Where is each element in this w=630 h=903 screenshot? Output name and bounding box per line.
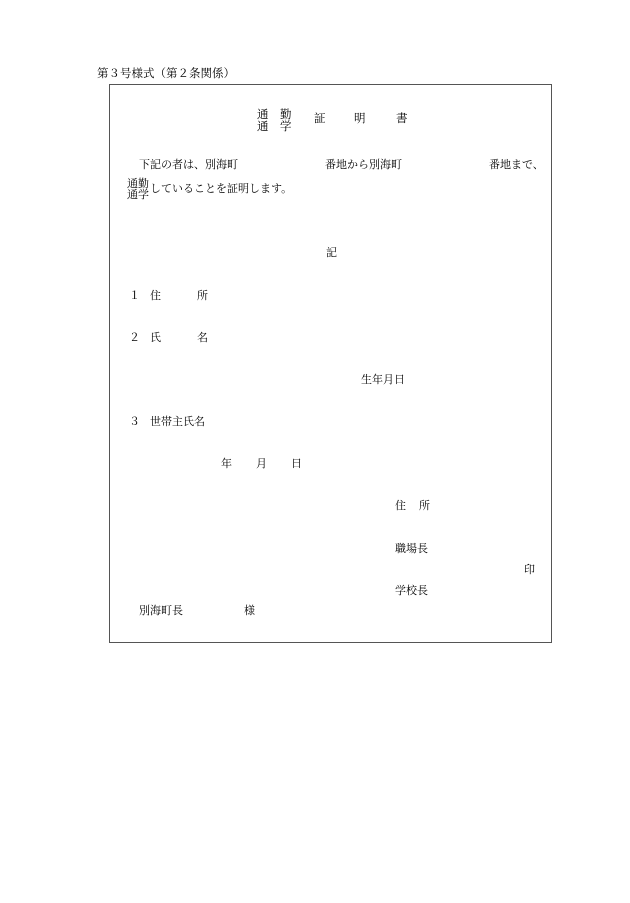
title-option-commute-work: 通 勤 xyxy=(257,107,292,121)
item2-label-a: 氏 xyxy=(150,331,161,344)
body-line2-suffix: していることを証明します。 xyxy=(150,182,293,195)
title-commute-options xyxy=(257,109,292,132)
item2-label-b: 名 xyxy=(197,331,208,344)
workplace-head-label: 職場長 xyxy=(395,542,428,555)
item1-label-a: 住 xyxy=(150,289,161,302)
title-char-2: 明 xyxy=(354,111,366,125)
body-line1-prefix: 下記の者は、別海町 xyxy=(139,158,238,171)
form-number-label: 第３号様式（第２条関係） xyxy=(97,66,235,80)
signer-address-label-a: 住 xyxy=(395,499,406,512)
item1-number: １ xyxy=(129,289,140,302)
item1-label-b: 所 xyxy=(197,289,208,302)
school-head-label: 学校長 xyxy=(395,584,428,597)
title-char-3: 書 xyxy=(396,111,408,125)
item2-number: ２ xyxy=(129,331,140,344)
seal-label: 印 xyxy=(524,563,535,576)
item3-number: ３ xyxy=(129,415,140,428)
ki-heading: 記 xyxy=(326,246,337,259)
body-line1-middle: 番地から別海町 xyxy=(325,158,402,171)
date-year-label: 年 xyxy=(221,457,232,470)
body-commute-options xyxy=(127,178,149,200)
date-month-label: 月 xyxy=(256,457,267,470)
body-line1-suffix: 番地まで、 xyxy=(489,158,544,171)
body-option-commute-work: 通勤 xyxy=(127,177,149,190)
addressee-honorific: 様 xyxy=(244,604,255,617)
date-day-label: 日 xyxy=(291,457,302,470)
item3-label: 世帯主氏名 xyxy=(150,415,205,428)
addressee-name: 別海町長 xyxy=(139,604,183,617)
body-option-commute-school: 通学 xyxy=(127,188,149,201)
birthdate-label: 生年月日 xyxy=(361,373,405,386)
signer-address-label-b: 所 xyxy=(419,499,430,512)
title-char-1: 証 xyxy=(314,111,326,125)
title-option-commute-school: 通 学 xyxy=(257,118,292,133)
